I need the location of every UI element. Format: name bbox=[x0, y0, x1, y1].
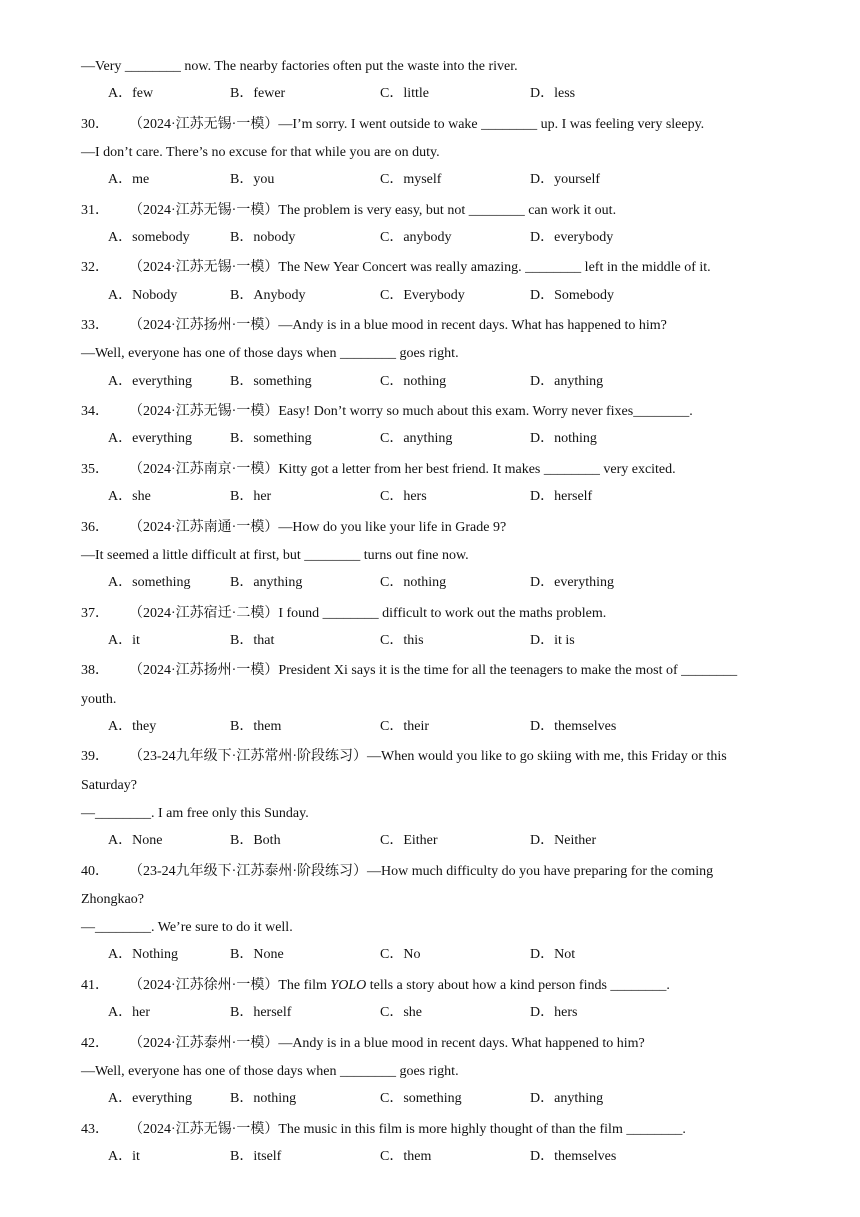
option-b[interactable] bbox=[230, 287, 305, 305]
question-stem bbox=[81, 1035, 645, 1053]
option-a[interactable] bbox=[108, 946, 178, 964]
question-number: 36． bbox=[81, 519, 109, 535]
option-c[interactable] bbox=[380, 488, 427, 506]
option-a[interactable] bbox=[108, 632, 140, 650]
option-letter: C． bbox=[380, 632, 404, 648]
question-stem-continued bbox=[81, 144, 440, 162]
question-number: 31． bbox=[81, 202, 109, 218]
option-d[interactable] bbox=[530, 574, 614, 592]
question-number: 43． bbox=[81, 1121, 109, 1137]
option-text: Anybody bbox=[253, 287, 306, 303]
option-text: everything bbox=[132, 373, 192, 389]
option-letter: B． bbox=[230, 947, 254, 963]
question-text: Zhongkao? bbox=[81, 891, 144, 907]
question-number: 38． bbox=[81, 663, 109, 679]
option-letter: D． bbox=[530, 431, 555, 447]
option-text: itself bbox=[253, 1148, 282, 1164]
answer-options bbox=[108, 1090, 808, 1108]
question-text: （2024·江苏无锡·一模）The music in this film is more highly thought of than the film ________. bbox=[129, 1121, 686, 1137]
option-c[interactable] bbox=[380, 85, 429, 103]
option-a[interactable] bbox=[108, 718, 156, 736]
question-stem-continued bbox=[81, 345, 459, 363]
question-text: youth. bbox=[81, 691, 117, 707]
option-d[interactable] bbox=[530, 832, 596, 850]
option-text: her bbox=[253, 489, 272, 505]
question-number: 39． bbox=[81, 749, 109, 765]
question-number: 35． bbox=[81, 461, 109, 477]
option-letter: A． bbox=[108, 1005, 133, 1021]
option-letter: D． bbox=[530, 172, 555, 188]
option-a[interactable] bbox=[108, 373, 192, 391]
option-text: Both bbox=[253, 833, 281, 849]
option-d[interactable] bbox=[530, 1148, 616, 1166]
option-letter: D． bbox=[530, 86, 555, 102]
option-letter: D． bbox=[530, 947, 555, 963]
option-letter: B． bbox=[230, 1091, 254, 1107]
option-c[interactable] bbox=[380, 373, 446, 391]
option-letter: D． bbox=[530, 1091, 555, 1107]
question-text: —________. We’re sure to do it well. bbox=[81, 920, 293, 936]
option-c[interactable] bbox=[380, 171, 441, 189]
option-text: anything bbox=[554, 373, 604, 389]
option-a[interactable] bbox=[108, 1004, 150, 1022]
option-c[interactable] bbox=[380, 1004, 422, 1022]
option-c[interactable] bbox=[380, 430, 452, 448]
option-letter: A． bbox=[108, 1091, 133, 1107]
question-stem bbox=[81, 116, 704, 134]
option-letter: B． bbox=[230, 1005, 254, 1021]
option-b[interactable] bbox=[230, 574, 302, 592]
option-d[interactable] bbox=[530, 632, 575, 650]
option-text: themselves bbox=[554, 1148, 617, 1164]
question-text: （2024·江苏无锡·一模）Easy! Don’t worry so much about this exam. Worry never fixes________. bbox=[129, 404, 693, 420]
option-letter: B． bbox=[230, 718, 254, 734]
question-stem bbox=[81, 202, 616, 220]
option-text: everything bbox=[132, 1091, 192, 1107]
option-c[interactable] bbox=[380, 1148, 431, 1166]
option-b[interactable] bbox=[230, 832, 281, 850]
question-text: （2024·江苏宿迁·二模）I found ________ difficult to work out the maths problem. bbox=[129, 605, 607, 621]
option-text: something bbox=[403, 1091, 462, 1107]
question-stem bbox=[81, 461, 676, 479]
option-text: themselves bbox=[554, 718, 617, 734]
question-text: —It seemed a little difficult at first, but ________ turns out fine now. bbox=[81, 547, 469, 563]
option-text: something bbox=[132, 575, 191, 591]
option-text: nothing bbox=[403, 575, 447, 591]
option-b[interactable] bbox=[230, 1090, 296, 1108]
question-number: 40． bbox=[81, 863, 109, 879]
option-b[interactable] bbox=[230, 718, 281, 736]
option-a[interactable] bbox=[108, 85, 153, 103]
question-text: （2024·江苏泰州·一模）—Andy is in a blue mood in recent days. What happened to him? bbox=[129, 1035, 645, 1051]
question-number: 30． bbox=[81, 116, 109, 132]
option-letter: C． bbox=[380, 947, 404, 963]
option-text: nothing bbox=[253, 1091, 297, 1107]
question-number: 32． bbox=[81, 260, 109, 276]
option-text: they bbox=[132, 718, 157, 734]
question-stem bbox=[81, 1121, 686, 1139]
option-text: little bbox=[403, 86, 430, 102]
option-text: anything bbox=[403, 431, 453, 447]
option-c[interactable] bbox=[380, 287, 465, 305]
question-text: （2024·江苏南京·一模）Kitty got a letter from her best friend. It makes ________ very excited. bbox=[129, 461, 676, 477]
option-text: less bbox=[554, 86, 576, 102]
option-text: she bbox=[132, 489, 151, 505]
question-stem bbox=[81, 58, 518, 76]
question-number: 41． bbox=[81, 977, 109, 993]
option-a[interactable] bbox=[108, 171, 149, 189]
option-letter: B． bbox=[230, 575, 254, 591]
option-text: nothing bbox=[554, 431, 597, 447]
option-text: hers bbox=[403, 489, 427, 505]
option-d[interactable] bbox=[530, 430, 597, 448]
option-d[interactable] bbox=[530, 287, 614, 305]
option-text: you bbox=[253, 172, 275, 188]
option-letter: D． bbox=[530, 575, 555, 591]
question-stem bbox=[81, 403, 693, 421]
option-text: No bbox=[403, 947, 421, 963]
option-letter: D． bbox=[530, 230, 555, 245]
option-letter: A． bbox=[108, 489, 133, 505]
answer-options bbox=[108, 946, 808, 964]
question-stem bbox=[81, 259, 711, 277]
question-number: 34． bbox=[81, 404, 109, 420]
option-text: herself bbox=[554, 489, 593, 505]
option-text: Neither bbox=[554, 833, 597, 849]
option-a[interactable] bbox=[108, 1090, 192, 1108]
option-letter: C． bbox=[380, 172, 404, 188]
answer-options bbox=[108, 430, 808, 448]
option-b[interactable] bbox=[230, 171, 274, 189]
option-c[interactable] bbox=[380, 632, 424, 650]
option-letter: B． bbox=[230, 1148, 254, 1164]
option-letter: C． bbox=[380, 431, 404, 447]
answer-options bbox=[108, 832, 808, 850]
option-letter: A． bbox=[108, 718, 133, 734]
option-d[interactable] bbox=[530, 85, 575, 103]
option-b[interactable] bbox=[230, 1004, 291, 1022]
question-text: （2024·江苏无锡·一模）—I’m sorry. I went outside to wake ________ up. I was feeling very sleepy. bbox=[129, 116, 705, 132]
option-text: everything bbox=[554, 575, 614, 591]
option-letter: C． bbox=[380, 833, 404, 849]
option-text: nothing bbox=[403, 373, 447, 389]
option-a[interactable] bbox=[108, 1148, 140, 1166]
option-letter: C． bbox=[380, 287, 404, 303]
option-text: Nobody bbox=[132, 287, 178, 303]
answer-options bbox=[108, 718, 808, 736]
option-text: their bbox=[403, 718, 429, 734]
option-letter: D． bbox=[530, 718, 555, 734]
question-text: （2024·江苏无锡·一模）The problem is very easy, but not ________ can work it out. bbox=[129, 202, 617, 218]
option-letter: A． bbox=[108, 575, 133, 591]
option-letter: B． bbox=[230, 86, 254, 102]
answer-options bbox=[108, 287, 808, 305]
question-number: 37． bbox=[81, 605, 109, 621]
answer-options bbox=[108, 1004, 808, 1022]
option-letter: D． bbox=[530, 287, 555, 303]
option-text: yourself bbox=[554, 172, 601, 188]
option-text: that bbox=[253, 632, 275, 648]
option-letter: B． bbox=[230, 489, 254, 505]
option-letter: C． bbox=[380, 1005, 404, 1021]
option-c[interactable] bbox=[380, 946, 420, 964]
option-letter: B． bbox=[230, 172, 254, 188]
option-letter: C． bbox=[380, 1148, 404, 1164]
option-text: her bbox=[132, 1005, 151, 1021]
question-text: —________. I am free only this Sunday. bbox=[81, 805, 309, 821]
option-text: anything bbox=[253, 575, 303, 591]
option-d[interactable] bbox=[530, 1004, 577, 1022]
option-text: them bbox=[403, 1148, 432, 1164]
answer-options bbox=[108, 229, 808, 247]
option-text: everything bbox=[132, 431, 192, 447]
option-letter: C． bbox=[380, 575, 404, 591]
option-text: everybody bbox=[554, 230, 614, 245]
option-b[interactable] bbox=[230, 85, 285, 103]
question-text: （23-24九年级下·江苏常州·阶段练习）—When would you like to go skiing with me, this Friday or this bbox=[129, 749, 727, 765]
option-a[interactable] bbox=[108, 832, 162, 850]
option-a[interactable] bbox=[108, 430, 192, 448]
option-text: herself bbox=[253, 1005, 292, 1021]
option-b[interactable] bbox=[230, 488, 271, 506]
option-text: something bbox=[253, 373, 312, 389]
option-letter: D． bbox=[530, 373, 555, 389]
answer-options bbox=[108, 488, 808, 506]
option-a[interactable] bbox=[108, 488, 151, 506]
option-text: it bbox=[132, 632, 140, 648]
option-letter: D． bbox=[530, 632, 555, 648]
question-text: Saturday? bbox=[81, 777, 137, 793]
option-b[interactable] bbox=[230, 632, 274, 650]
question-stem bbox=[81, 519, 506, 537]
option-letter: C． bbox=[380, 718, 404, 734]
answer-options bbox=[108, 574, 808, 592]
option-text: fewer bbox=[253, 86, 286, 102]
question-stem-continued bbox=[81, 919, 293, 937]
option-a[interactable] bbox=[108, 287, 177, 305]
option-a[interactable] bbox=[108, 229, 190, 247]
option-letter: C． bbox=[380, 230, 404, 245]
question-stem bbox=[81, 977, 670, 995]
option-text: myself bbox=[403, 172, 442, 188]
option-letter: A． bbox=[108, 287, 133, 303]
question-stem bbox=[81, 863, 713, 881]
option-letter: B． bbox=[230, 833, 254, 849]
question-stem bbox=[81, 605, 606, 623]
option-text: anybody bbox=[403, 230, 452, 245]
option-text: it is bbox=[554, 632, 575, 648]
question-stem-continued bbox=[81, 891, 144, 909]
question-stem bbox=[81, 662, 737, 680]
question-stem-continued bbox=[81, 777, 137, 795]
option-d[interactable] bbox=[530, 171, 600, 189]
option-d[interactable] bbox=[530, 1090, 603, 1108]
option-c[interactable] bbox=[380, 718, 429, 736]
question-stem bbox=[81, 317, 667, 335]
answer-options bbox=[108, 1148, 808, 1166]
option-d[interactable] bbox=[530, 946, 575, 964]
answer-options bbox=[108, 85, 808, 103]
option-letter: A． bbox=[108, 373, 133, 389]
question-number: 33． bbox=[81, 318, 109, 334]
option-letter: B． bbox=[230, 230, 254, 245]
option-c[interactable] bbox=[380, 574, 446, 592]
option-text: Not bbox=[554, 947, 576, 963]
option-text: something bbox=[253, 431, 312, 447]
option-letter: B． bbox=[230, 287, 254, 303]
option-d[interactable] bbox=[530, 488, 592, 506]
question-stem-continued bbox=[81, 547, 469, 565]
option-text: anything bbox=[554, 1091, 604, 1107]
question-stem-continued bbox=[81, 691, 116, 709]
question-text: —Well, everyone has one of those days when ________ goes right. bbox=[81, 346, 459, 362]
option-letter: B． bbox=[230, 373, 254, 389]
option-text: hers bbox=[554, 1005, 578, 1021]
answer-options bbox=[108, 171, 808, 189]
option-text: few bbox=[132, 86, 154, 102]
option-c[interactable] bbox=[380, 1090, 462, 1108]
option-a[interactable] bbox=[108, 574, 190, 592]
option-letter: D． bbox=[530, 1148, 555, 1164]
option-letter: A． bbox=[108, 947, 133, 963]
question-text: （2024·江苏南通·一模）—How do you like your life in Grade 9? bbox=[129, 519, 507, 535]
option-letter: C． bbox=[380, 1091, 404, 1107]
answer-options bbox=[108, 373, 808, 391]
question-stem-continued bbox=[81, 1063, 459, 1081]
question-text: （2024·江苏无锡·一模）The New Year Concert was really amazing. ________ left in the middle of it. bbox=[129, 260, 711, 276]
question-number: 42． bbox=[81, 1035, 109, 1051]
option-letter: D． bbox=[530, 489, 555, 505]
option-d[interactable] bbox=[530, 229, 613, 247]
question-text: （2024·江苏徐州·一模）The film YOLO tells a story about how a kind person finds ________. bbox=[129, 977, 670, 993]
option-letter: A． bbox=[108, 833, 133, 849]
question-text: （23-24九年级下·江苏泰州·阶段练习）—How much difficulty do you have preparing for the coming bbox=[129, 863, 714, 879]
option-text: it bbox=[132, 1148, 140, 1164]
option-letter: B． bbox=[230, 431, 254, 447]
answer-options bbox=[108, 632, 808, 650]
option-text: None bbox=[132, 833, 163, 849]
option-letter: C． bbox=[380, 373, 404, 389]
option-b[interactable] bbox=[230, 1148, 281, 1166]
option-c[interactable] bbox=[380, 229, 452, 247]
option-letter: A． bbox=[108, 86, 133, 102]
option-d[interactable] bbox=[530, 373, 603, 391]
option-text: Nothing bbox=[132, 947, 179, 963]
option-text: this bbox=[403, 632, 424, 648]
option-letter: A． bbox=[108, 172, 133, 188]
question-text: （2024·江苏扬州·一模）President Xi says it is the time for all the teenagers to make the most of ________ bbox=[129, 663, 738, 679]
option-letter: D． bbox=[530, 1005, 555, 1021]
question-stem bbox=[81, 748, 727, 766]
option-b[interactable] bbox=[230, 229, 295, 247]
option-b[interactable] bbox=[230, 373, 312, 391]
option-c[interactable] bbox=[380, 832, 438, 850]
option-letter: C． bbox=[380, 489, 404, 505]
option-text: me bbox=[132, 172, 150, 188]
question-text: —Very ________ now. The nearby factories often put the waste into the river. bbox=[81, 59, 518, 74]
option-text: Either bbox=[403, 833, 438, 849]
question-text: —Well, everyone has one of those days when ________ goes right. bbox=[81, 1063, 459, 1079]
option-letter: B． bbox=[230, 632, 254, 648]
option-letter: D． bbox=[530, 833, 555, 849]
option-text: nobody bbox=[253, 230, 296, 245]
question-stem-continued bbox=[81, 805, 309, 823]
question-text: （2024·江苏扬州·一模）—Andy is in a blue mood in recent days. What has happened to him? bbox=[129, 318, 667, 334]
option-text: Somebody bbox=[554, 287, 615, 303]
option-b[interactable] bbox=[230, 430, 312, 448]
option-text: somebody bbox=[132, 230, 190, 245]
option-letter: A． bbox=[108, 632, 133, 648]
option-letter: A． bbox=[108, 431, 133, 447]
option-text: Everybody bbox=[403, 287, 465, 303]
question-text: —I don’t care. There’s no excuse for that while you are on duty. bbox=[81, 145, 440, 160]
option-text: None bbox=[253, 947, 284, 963]
option-b[interactable] bbox=[230, 946, 284, 964]
option-letter: C． bbox=[380, 86, 404, 102]
option-text: them bbox=[253, 718, 282, 734]
option-text: she bbox=[403, 1005, 423, 1021]
option-letter: A． bbox=[108, 1148, 133, 1164]
option-d[interactable] bbox=[530, 718, 616, 736]
option-letter: A． bbox=[108, 230, 133, 245]
